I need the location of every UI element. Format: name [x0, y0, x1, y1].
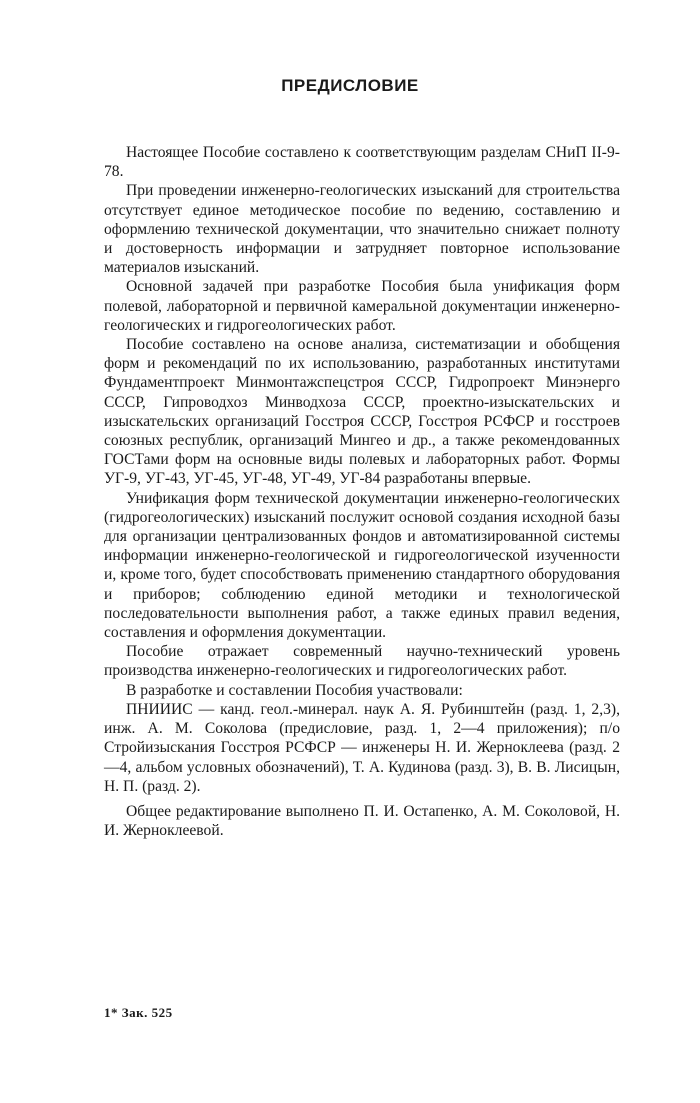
page-title: ПРЕДИСЛОВИЕ	[281, 76, 419, 95]
paragraph-intro: Настоящее Пособие составлено к соответствующим разделам СНиП II-9-78.	[104, 144, 620, 181]
paragraph-participants-heading: В разработке и составлении Пособия участвовали:	[126, 681, 463, 699]
paragraph-unification: Унификация форм технической документации инженерно-геологических (гидрогеологических) изысканий послужит основой создания исходной базы для организации централизованных фондов и автоматизированной системы информации инженерно-геологической и гидрогеологической изученности и, кроме того, будет способствовать применению стандартного оборудования и приборов; соблюдению единой методики и технологической последовательности выполнения работ, а также единых правил ведения, составления и оформления документации.	[104, 489, 620, 642]
paragraph-level: Пособие отражает современный научно-технический уровень производства инженерно-геологических и гидрогеологических работ.	[104, 643, 620, 680]
paragraph-problem: При проведении инженерно-геологических изысканий для строительства отсутствует единое методическое пособие по ведению, составлению и оформлению технической документации, что значительно снижает полноту и достоверность информации и затрудняет повторное использование материалов изысканий.	[104, 182, 620, 277]
paragraph-task: Основной задачей при разработке Пособия была унификация форм полевой, лабораторной и первичной камеральной документации инженерно-геологических и гидрогеологических работ.	[104, 278, 620, 334]
paragraph-editing: Общее редактирование выполнено П. И. Остапенко, А. М. Соколовой, Н. И. Жерноклеевой.	[104, 802, 620, 840]
page-footer: 1* Зак. 525	[104, 1005, 173, 1020]
body-text	[104, 143, 620, 840]
paragraph-sources: Пособие составлено на основе анализа, систематизации и обобщения форм и рекомендаций по их использованию, разработанных институтами Фундаментпроект Минмонтажспецстроя СССР, Гидропроект Минэнерго СССР, Гипроводхоз Минводхоза СССР, проектно-изыскательских и изыскательских организаций Госстроя СССР, Госстроя РСФСР и госстроев союзных республик, организаций Мингео и др., а также рекомендованных ГОСТами форм на основные виды полевых и лабораторных работ. Формы УГ-9, УГ-43, УГ-45, УГ-48, УГ-49, УГ-84 разработаны впервые.	[104, 336, 620, 488]
paragraph-participants: ПНИИИС — канд. геол.-минерал. наук А. Я. Рубинштейн (разд. 1, 2,3), инж. А. М. Соколова (предисловие, разд. 1, 2—4 приложения); п/о Стройизыскания Госстроя РСФСР — инженеры Н. И. Жерноклеева (разд. 2—4, альбом условных обозначений), Т. А. Кудинова (разд. 3), В. В. Лисицын, Н. П. (разд. 2).	[104, 700, 620, 795]
